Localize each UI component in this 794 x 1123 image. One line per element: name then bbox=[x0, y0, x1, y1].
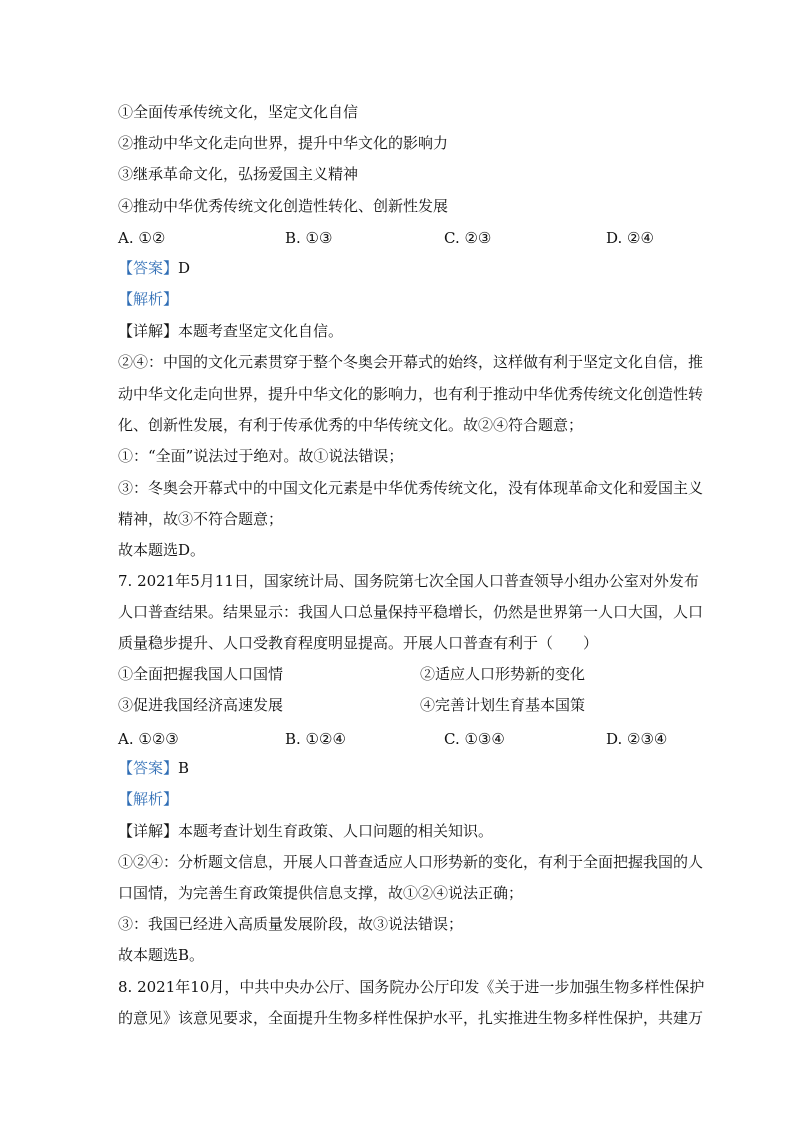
detail-tag: 【详解】 bbox=[118, 322, 179, 340]
answer-tag: 【答案】 bbox=[118, 259, 179, 277]
option-c: C. ②③ bbox=[444, 229, 492, 247]
option-a: A. ①②③ bbox=[118, 730, 179, 748]
option-c: C. ①③④ bbox=[444, 730, 505, 748]
analysis-tag: 【解析】 bbox=[118, 790, 179, 808]
statement-2: ②推动中华文化走向世界，提升中华文化的影响力 bbox=[118, 134, 449, 152]
question-stem-line: 人口普查结果。结果显示：我国人口总量保持平稳增长，仍然是世界第一人口大国，人口 bbox=[118, 603, 704, 621]
statement-3: ③促进我国经济高速发展 bbox=[118, 696, 284, 714]
option-d: D. ②③④ bbox=[606, 730, 668, 748]
option-b: B. ①②④ bbox=[285, 730, 346, 748]
detail-line bbox=[118, 321, 678, 341]
statement-4: ④完善计划生育基本国策 bbox=[420, 696, 586, 714]
statement-4: ④推动中华优秀传统文化创造性转化、创新性发展 bbox=[118, 197, 449, 215]
explanation-line: 精神，故③不符合题意； bbox=[118, 510, 284, 528]
statement-3: ③继承革命文化，弘扬爱国主义精神 bbox=[118, 165, 359, 183]
detail-intro: 本题考查坚定文化自信。 bbox=[178, 322, 344, 340]
option-a: A. ①② bbox=[118, 229, 166, 247]
option-b: B. ①③ bbox=[285, 229, 333, 247]
explanation-line: ③：我国已经进入高质量发展阶段，故③说法错误； bbox=[118, 915, 464, 933]
explanation-line: 动中华文化走向世界，提升中华文化的影响力，也有利于推动中华优秀传统文化创造性转 bbox=[118, 385, 704, 403]
detail-intro: 本题考查计划生育政策、人口问题的相关知识。 bbox=[178, 822, 494, 840]
question-stem-line: 8. 2021年10月，中共中央办公厅、国务院办公厅印发《关于进一步加强生物多样性保护 bbox=[118, 978, 705, 996]
answer-line bbox=[118, 758, 678, 778]
explanation-line: ③：冬奥会开幕式中的中国文化元素是中华优秀传统文化，没有体现革命文化和爱国主义 bbox=[118, 479, 704, 497]
detail-tag: 【详解】 bbox=[118, 822, 179, 840]
explanation-line: 口国情，为完善生育政策提供信息支撑，故①②④说法正确； bbox=[118, 884, 524, 902]
question-stem-line: 7. 2021年5月11日，国家统计局、国务院第七次全国人口普查领导小组办公室对外发布 bbox=[118, 572, 699, 590]
statement-1: ①全面传承传统文化，坚定文化自信 bbox=[118, 103, 359, 121]
answer-value: D bbox=[178, 259, 191, 277]
conclusion-line: 故本题选D。 bbox=[118, 541, 206, 559]
explanation-line: ①：“全面”说法过于绝对。故①说法错误； bbox=[118, 447, 404, 465]
answer-tag: 【答案】 bbox=[118, 759, 179, 777]
option-d: D. ②④ bbox=[606, 229, 654, 247]
answer-line bbox=[118, 258, 678, 278]
explanation-line: 化、创新性发展，有利于传承优秀的中华传统文化。故②④符合题意； bbox=[118, 416, 584, 434]
conclusion-line: 故本题选B。 bbox=[118, 946, 205, 964]
question-stem-line: 质量稳步提升、人口受教育程度明显提高。开展人口普查有利于（ ） bbox=[118, 634, 599, 652]
analysis-tag: 【解析】 bbox=[118, 290, 179, 308]
detail-line bbox=[118, 821, 678, 841]
statement-1: ①全面把握我国人口国情 bbox=[118, 665, 284, 683]
answer-value: B bbox=[178, 759, 190, 777]
explanation-line: ②④：中国的文化元素贯穿于整个冬奥会开幕式的始终，这样做有利于坚定文化自信，推 bbox=[118, 353, 704, 371]
statement-2: ②适应人口形势新的变化 bbox=[420, 665, 586, 683]
question-stem-line: 的意见》该意见要求，全面提升生物多样性保护水平，扎实推进生物多样性保护，共建万 bbox=[118, 1009, 704, 1027]
explanation-line: ①②④：分析题文信息，开展人口普查适应人口形势新的变化，有利于全面把握我国的人 bbox=[118, 853, 704, 871]
